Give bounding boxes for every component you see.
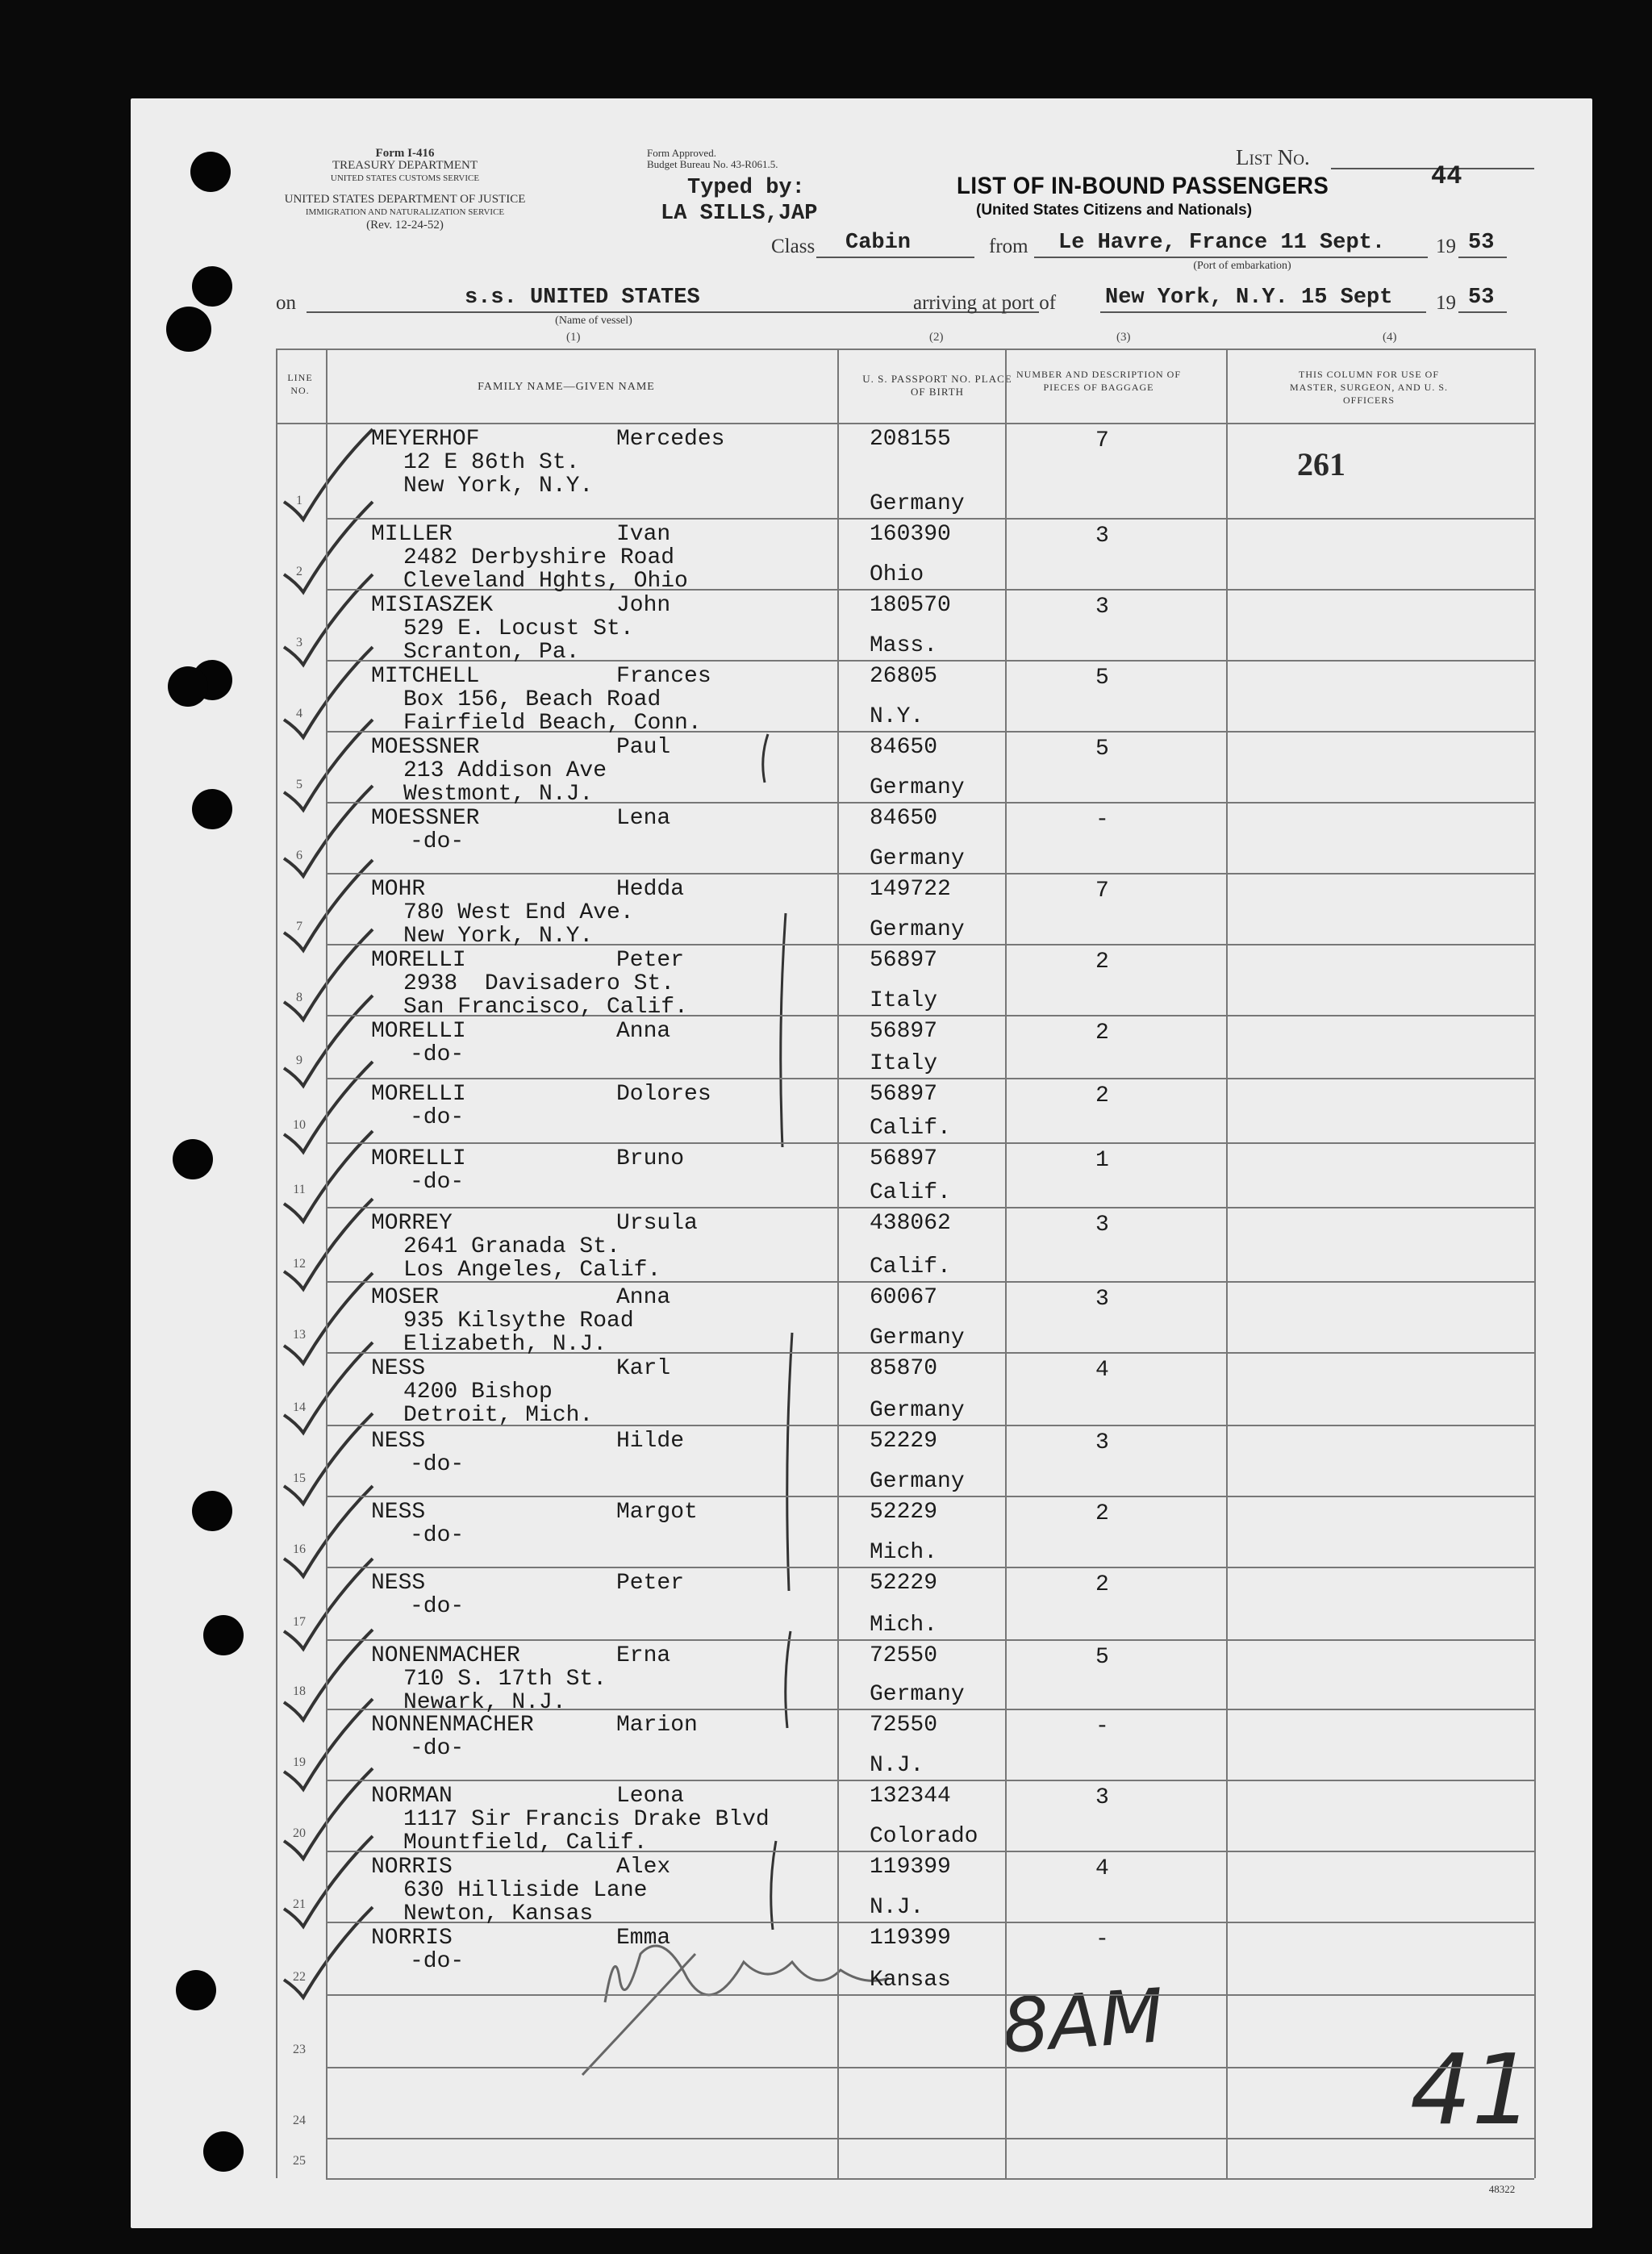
passenger-address-line1: 710 S. 17th St. [403, 1667, 607, 1692]
class-label: Class [771, 236, 816, 257]
passenger-address-line1: -do- [410, 1105, 465, 1130]
line-number: 22 [293, 1970, 306, 1984]
year-prefix: 19 [1436, 292, 1456, 314]
baggage-count: 5 [1095, 1645, 1109, 1670]
line-number: 8 [296, 991, 302, 1004]
table-row-rule [326, 873, 1534, 874]
passenger-given-name: Alex [616, 1855, 671, 1880]
passenger-family-name: NONENMACHER [371, 1643, 520, 1668]
col-number-2: (2) [929, 331, 944, 344]
passport-number: 149722 [870, 877, 951, 902]
on-label: on [276, 292, 296, 314]
line-number: 21 [293, 1897, 306, 1911]
passenger-manifest-sheet [131, 98, 1592, 2228]
passenger-address-line1: 630 Hilliside Lane [403, 1878, 648, 1903]
passenger-family-name: MISIASZEK [371, 593, 494, 618]
treasury-dept: TREASURY DEPARTMENT [332, 159, 478, 172]
line-number: 17 [293, 1615, 306, 1629]
line-number: 10 [293, 1118, 306, 1132]
grouping-bracket [781, 913, 786, 1147]
passport-number: 438062 [870, 1211, 951, 1236]
passenger-address-line1: 780 West End Ave. [403, 900, 634, 925]
table-row-rule [326, 1780, 1534, 1781]
passenger-given-name: Peter [616, 1571, 685, 1596]
passenger-given-name: Paul [616, 735, 671, 760]
check-mark [284, 574, 373, 665]
passenger-address-line1: -do- [410, 1949, 465, 1974]
passenger-family-name: MORELLI [371, 1146, 466, 1171]
passenger-address-line1: 2641 Granada St. [403, 1234, 620, 1259]
baggage-count: 3 [1095, 524, 1109, 549]
grouping-bracket [787, 1333, 792, 1591]
passenger-address-line1: -do- [410, 1736, 465, 1761]
col-head-line-no: LINE NO. [287, 372, 313, 396]
place-of-birth: Calif. [870, 1116, 951, 1141]
passenger-given-name: Erna [616, 1643, 671, 1668]
place-of-birth: Calif. [870, 1254, 951, 1279]
line-number: 12 [293, 1257, 306, 1271]
form-subtitle: (United States Citizens and Nationals) [976, 202, 1253, 219]
passenger-address-line2: Newton, Kansas [403, 1901, 594, 1926]
passenger-family-name: MOESSNER [371, 735, 480, 760]
line-number: 14 [293, 1400, 306, 1414]
line-number: 20 [293, 1826, 306, 1840]
passenger-given-name: Anna [616, 1285, 671, 1310]
place-of-birth: Mich. [870, 1540, 938, 1565]
passenger-family-name: NORRIS [371, 1926, 453, 1951]
check-mark [284, 1062, 373, 1152]
baggage-count: 3 [1095, 595, 1109, 620]
place-of-birth: Germany [870, 1469, 965, 1494]
passenger-given-name: Emma [616, 1926, 671, 1951]
baggage-count: - [1095, 1927, 1109, 1952]
passenger-address-line1: Box 156, Beach Road [403, 687, 661, 712]
passport-number: 180570 [870, 593, 951, 618]
table-column-rule [1534, 349, 1536, 2178]
passenger-address-line2: Fairfield Beach, Conn. [403, 711, 702, 736]
line-number: 4 [296, 707, 302, 720]
passenger-family-name: NORRIS [371, 1855, 453, 1880]
form-title: LIST OF IN-BOUND PASSENGERS [957, 173, 1329, 199]
passenger-given-name: Mercedes [616, 427, 725, 452]
passenger-address-line1: 12 E 86th St. [403, 450, 580, 475]
passenger-family-name: MILLER [371, 522, 453, 547]
baggage-count: 2 [1095, 1572, 1109, 1597]
grouping-bracket [771, 1841, 776, 1930]
passenger-address-line2: Scranton, Pa. [403, 640, 580, 665]
line-number: 23 [293, 2043, 306, 2056]
passenger-given-name: Ivan [616, 522, 671, 547]
handwritten-page-number: 41 [1410, 2035, 1533, 2147]
passenger-address-line1: 529 E. Locust St. [403, 616, 634, 641]
passenger-family-name: MEYERHOF [371, 427, 480, 452]
col-head-name: FAMILY NAME—GIVEN NAME [478, 381, 655, 393]
passenger-family-name: MOSER [371, 1285, 440, 1310]
line-number: 2 [296, 565, 302, 578]
passenger-address-line2: Westmont, N.J. [403, 782, 594, 807]
passenger-address-line1: -do- [410, 829, 465, 854]
passenger-family-name: MORELLI [371, 1082, 466, 1107]
baggage-count: - [1095, 1714, 1109, 1739]
place-of-birth: Germany [870, 1398, 965, 1423]
passenger-address-line2: Mountfield, Calif. [403, 1830, 648, 1855]
passenger-address-line2: San Francisco, Calif. [403, 995, 688, 1020]
from-value: Le Havre, France 11 Sept. [1058, 231, 1386, 255]
from-label: from [989, 236, 1028, 257]
place-of-birth: N.J. [870, 1753, 924, 1778]
baggage-count: 2 [1095, 950, 1109, 975]
baggage-count: 2 [1095, 1021, 1109, 1046]
port-embark-caption: (Port of embarkation) [1193, 260, 1291, 272]
passport-number: 60067 [870, 1285, 938, 1310]
table-column-rule [1226, 349, 1228, 2178]
year-value: 53 [1468, 231, 1495, 255]
place-of-birth: Ohio [870, 562, 924, 587]
passenger-address-line2: Elizabeth, N.J. [403, 1332, 607, 1357]
passenger-address-line1: 935 Kilsythe Road [403, 1309, 634, 1334]
place-of-birth: Germany [870, 917, 965, 942]
place-of-birth: N.J. [870, 1895, 924, 1920]
check-mark [284, 996, 373, 1086]
passport-number: 72550 [870, 1643, 938, 1668]
place-of-birth: Italy [870, 1051, 938, 1076]
passport-number: 72550 [870, 1713, 938, 1738]
baggage-count: 5 [1095, 666, 1109, 691]
class-value: Cabin [845, 231, 912, 255]
passenger-given-name: Margot [616, 1500, 698, 1525]
passenger-family-name: NESS [371, 1429, 426, 1454]
passport-number: 84650 [870, 735, 938, 760]
baggage-count: 3 [1095, 1287, 1109, 1312]
arrival-value: New York, N.Y. 15 Sept [1105, 286, 1393, 310]
baggage-count: 7 [1095, 879, 1109, 904]
col-number-4: (4) [1383, 331, 1397, 344]
passport-number: 56897 [870, 1082, 938, 1107]
col-head-passport: U. S. PASSPORT NO. PLACE OF BIRTH [862, 373, 1012, 398]
passport-number: 132344 [870, 1784, 951, 1809]
passenger-given-name: Frances [616, 664, 711, 689]
passport-number: 119399 [870, 1855, 951, 1880]
place-of-birth: Germany [870, 775, 965, 800]
place-of-birth: Germany [870, 1682, 965, 1707]
place-of-birth: Kansas [870, 1968, 951, 1993]
passenger-address-line2: Detroit, Mich. [403, 1403, 594, 1428]
baggage-count: 4 [1095, 1856, 1109, 1881]
budget-bureau: Budget Bureau No. 43-R061.5. [647, 158, 778, 170]
year-value: 53 [1468, 286, 1495, 310]
line-number: 9 [296, 1054, 302, 1067]
passenger-address-line1: -do- [410, 1594, 465, 1619]
baggage-count: 3 [1095, 1213, 1109, 1238]
place-of-birth: Germany [870, 846, 965, 871]
passenger-address-line2: New York, N.Y. [403, 924, 594, 949]
passenger-given-name: Hilde [616, 1429, 685, 1454]
baggage-count: 5 [1095, 737, 1109, 762]
passport-number: 26805 [870, 664, 938, 689]
passenger-address-line1: 2938 Davisadero St. [403, 971, 675, 996]
passenger-address-line1: 1117 Sir Francis Drake Blvd [403, 1807, 770, 1832]
list-no-label: List No. [1236, 145, 1310, 169]
passenger-family-name: NONNENMACHER [371, 1713, 534, 1738]
passenger-given-name: Dolores [616, 1082, 711, 1107]
typed-by-value: LA SILLS,JAP [661, 202, 818, 226]
table-row-rule [326, 2067, 1534, 2068]
passenger-family-name: NESS [371, 1500, 426, 1525]
passport-number: 56897 [870, 948, 938, 973]
passenger-family-name: MOESSNER [371, 806, 480, 831]
table-column-rule [276, 349, 277, 2178]
line-number: 19 [293, 1755, 306, 1769]
place-of-birth: Germany [870, 1325, 965, 1350]
line-number: 6 [296, 849, 302, 862]
line-number: 18 [293, 1684, 306, 1698]
typed-by-label: Typed by: [687, 176, 805, 200]
table-row-rule [326, 1994, 1534, 1996]
table-row-rule [326, 1639, 1534, 1641]
baggage-count: 4 [1095, 1358, 1109, 1383]
passenger-address-line1: -do- [410, 1452, 465, 1477]
passenger-given-name: Lena [616, 806, 671, 831]
col-number-3: (3) [1116, 331, 1131, 344]
table-column-rule [837, 349, 839, 2178]
passenger-address-line1: 4200 Bishop [403, 1380, 553, 1405]
passenger-family-name: MORELLI [371, 948, 466, 973]
place-of-birth: Colorado [870, 1824, 978, 1849]
baggage-count: 7 [1095, 428, 1109, 453]
check-mark [284, 1559, 373, 1649]
grouping-bracket [763, 734, 768, 783]
justice-dept: UNITED STATES DEPARTMENT OF JUSTICE [284, 193, 526, 206]
col-head-officers: THIS COLUMN FOR USE OF MASTER, SURGEON, AND U. S. OFFICERS [1289, 369, 1449, 406]
baggage-count: 3 [1095, 1785, 1109, 1810]
baggage-count: 3 [1095, 1430, 1109, 1455]
place-of-birth: Germany [870, 491, 965, 516]
form-number: Form I-416 [375, 147, 435, 160]
list-no-value: 44 [1431, 161, 1462, 191]
table-row-rule [326, 1207, 1534, 1208]
table-row-rule [326, 1567, 1534, 1568]
line-number: 11 [293, 1183, 306, 1196]
passenger-given-name: Peter [616, 948, 685, 973]
passenger-address-line2: Newark, N.J. [403, 1690, 566, 1715]
check-mark [284, 1486, 373, 1576]
check-mark [284, 720, 373, 810]
passenger-given-name: Anna [616, 1019, 671, 1044]
baggage-count: - [1095, 808, 1109, 833]
passenger-given-name: Ursula [616, 1211, 698, 1236]
line-number: 15 [293, 1471, 306, 1485]
passport-number: 208155 [870, 427, 951, 452]
passenger-address-line1: -do- [410, 1042, 465, 1067]
place-of-birth: N.Y. [870, 704, 924, 729]
passport-number: 52229 [870, 1571, 938, 1596]
passport-number: 52229 [870, 1429, 938, 1454]
place-of-birth: Mich. [870, 1613, 938, 1638]
passenger-given-name: Marion [616, 1713, 698, 1738]
passenger-address-line1: 213 Addison Ave [403, 758, 607, 783]
place-of-birth: Italy [870, 988, 938, 1013]
line-number: 13 [293, 1328, 306, 1342]
year-prefix: 19 [1436, 236, 1456, 257]
place-of-birth: Calif. [870, 1180, 951, 1205]
col-head-baggage: NUMBER AND DESCRIPTION OF PIECES OF BAGGAGE [1016, 369, 1182, 393]
form-footer-number: 48322 [1488, 2183, 1516, 2195]
table-column-rule [1005, 349, 1007, 2178]
baggage-count: 2 [1095, 1083, 1109, 1108]
handwritten-time: 8AM [999, 1972, 1167, 2070]
table-row-rule [326, 2178, 1534, 2180]
line-number: 5 [296, 778, 302, 791]
signature-scribble [582, 1946, 889, 2075]
passport-number: 160390 [870, 522, 951, 547]
table-row-rule [326, 1496, 1534, 1497]
passenger-family-name: MORELLI [371, 1019, 466, 1044]
line-number: 1 [296, 494, 302, 507]
passenger-family-name: MORREY [371, 1211, 453, 1236]
passenger-given-name: Leona [616, 1784, 685, 1809]
baggage-count: 2 [1095, 1501, 1109, 1526]
passport-number: 119399 [870, 1926, 951, 1951]
table-row-rule [326, 1078, 1534, 1079]
officer-note: 261 [1297, 446, 1345, 482]
passenger-given-name: John [616, 593, 671, 618]
table-column-rule [326, 349, 327, 2178]
line-number: 7 [296, 920, 302, 933]
table-header-rule [276, 423, 1534, 424]
arriving-label: arriving at port of [913, 292, 1057, 314]
vessel-name: s.s. UNITED STATES [465, 286, 700, 310]
line-number: 24 [293, 2114, 306, 2127]
customs-service: UNITED STATES CUSTOMS SERVICE [330, 173, 480, 183]
passenger-family-name: NESS [371, 1356, 426, 1381]
passenger-family-name: MOHR [371, 877, 426, 902]
passenger-address-line2: Cleveland Hghts, Ohio [403, 569, 688, 594]
line-number: 25 [293, 2154, 306, 2168]
baggage-count: 1 [1095, 1148, 1109, 1173]
ins-service: IMMIGRATION AND NATURALIZATION SERVICE [305, 207, 505, 217]
revision: (Rev. 12-24-52) [366, 219, 444, 232]
passenger-address-line2: Los Angeles, Calif. [403, 1258, 661, 1283]
line-number: 3 [296, 636, 302, 649]
check-mark [284, 1273, 373, 1363]
line-number: 16 [293, 1542, 306, 1556]
grouping-bracket [786, 1631, 791, 1728]
table-row-rule [326, 1142, 1534, 1144]
handwritten-checkmarks [131, 98, 1592, 2228]
col-number-1: (1) [566, 331, 581, 344]
passport-number: 56897 [870, 1146, 938, 1171]
vessel-caption: (Name of vessel) [555, 315, 632, 327]
table-row-rule [326, 2138, 1534, 2139]
form-approved: Form Approved. [647, 147, 716, 159]
passport-number: 52229 [870, 1500, 938, 1525]
passenger-given-name: Bruno [616, 1146, 685, 1171]
table-row-rule [326, 518, 1534, 520]
passenger-address-line1: -do- [410, 1523, 465, 1548]
passenger-given-name: Karl [616, 1356, 671, 1381]
passport-number: 84650 [870, 806, 938, 831]
passenger-address-line2: New York, N.Y. [403, 474, 594, 499]
table-top-rule [276, 349, 1534, 350]
passenger-family-name: NESS [371, 1571, 426, 1596]
passenger-family-name: NORMAN [371, 1784, 453, 1809]
passport-number: 85870 [870, 1356, 938, 1381]
passenger-address-line1: 2482 Derbyshire Road [403, 545, 675, 570]
passport-number: 56897 [870, 1019, 938, 1044]
place-of-birth: Mass. [870, 633, 938, 658]
passenger-address-line1: -do- [410, 1170, 465, 1195]
passenger-family-name: MITCHELL [371, 664, 480, 689]
passenger-given-name: Hedda [616, 877, 685, 902]
